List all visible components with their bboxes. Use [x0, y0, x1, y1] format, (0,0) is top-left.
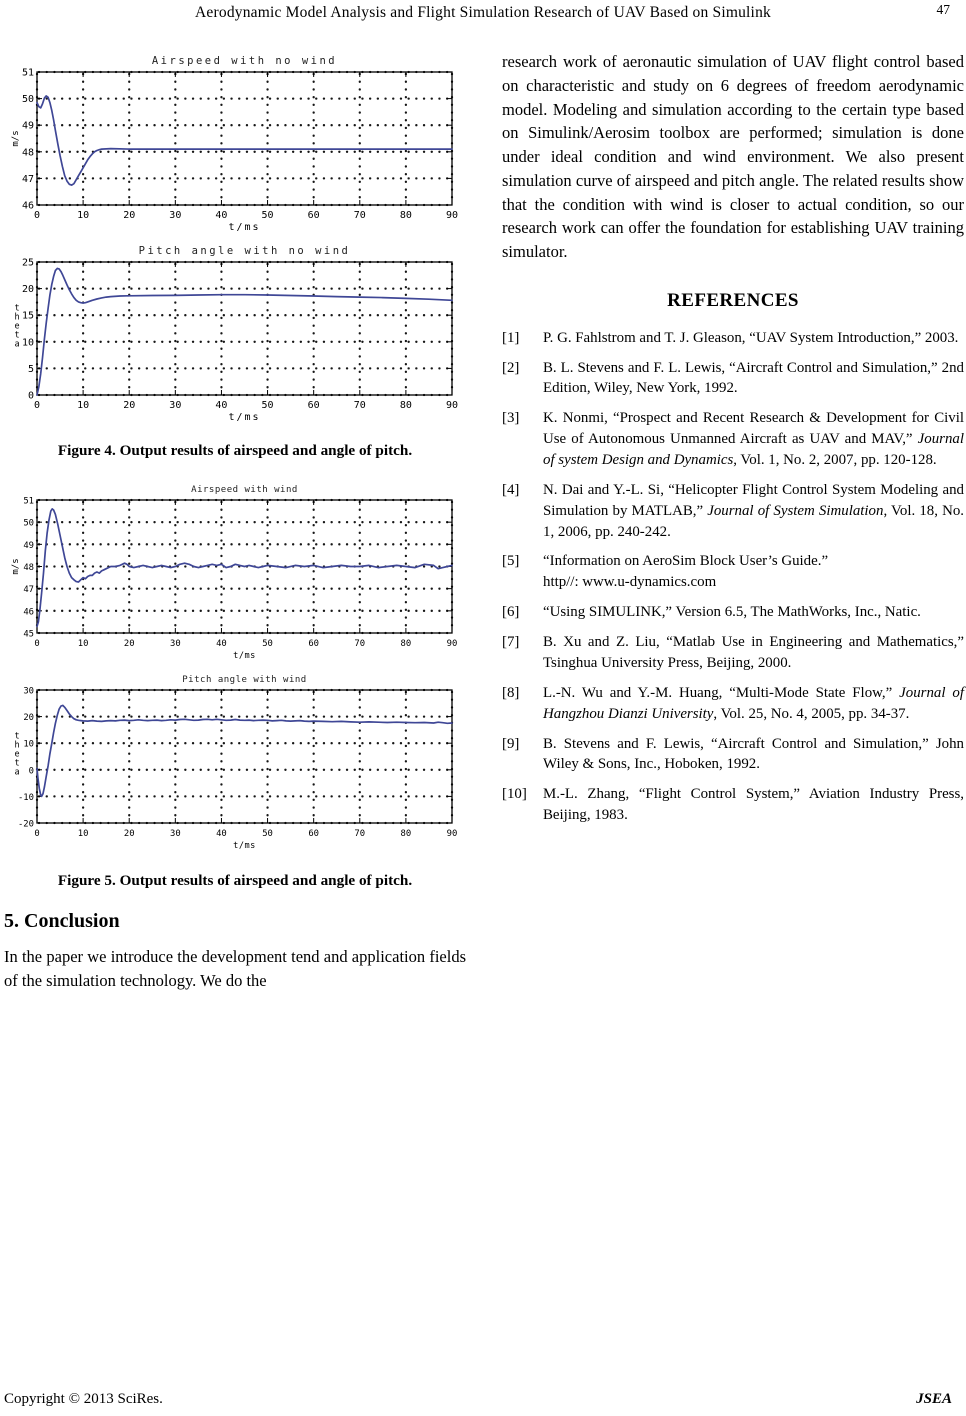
svg-text:0: 0: [33, 210, 41, 221]
svg-text:25: 25: [21, 257, 34, 269]
left-column: [4, 50, 466, 993]
reference-item: [502, 328, 964, 349]
chart-xlabel: t/ms: [233, 841, 256, 851]
svg-text:10: 10: [77, 639, 89, 649]
svg-text:90: 90: [445, 210, 458, 221]
reference-number: [5]: [502, 553, 520, 570]
chart-grid: [37, 72, 452, 205]
svg-text:50: 50: [261, 210, 274, 221]
reference-item: [502, 784, 964, 826]
chart-airspeed-with-wind: [10, 480, 466, 668]
svg-text:20: 20: [123, 639, 135, 649]
reference-item: [502, 734, 964, 776]
chart-xlabel: t/ms: [233, 651, 256, 661]
chart-pitch-no-wind: [10, 242, 466, 430]
reference-item: [502, 551, 964, 593]
page-header: [0, 4, 966, 30]
copyright-notice: Copyright © 2013 SciRes.: [4, 1391, 163, 1407]
reference-number: [10]: [502, 786, 527, 803]
svg-text:10: 10: [23, 739, 34, 750]
chart-xlabel: t/ms: [228, 412, 261, 423]
svg-text:15: 15: [21, 310, 34, 322]
chart-ylabel-char: t: [14, 330, 20, 341]
reference-number: [1]: [502, 329, 520, 346]
figure5-caption: Figure 5. Output results of airspeed and angle of pitch.: [57, 872, 413, 889]
svg-text:49: 49: [23, 540, 34, 551]
svg-text:70: 70: [354, 829, 366, 839]
svg-text:47: 47: [21, 173, 34, 185]
svg-text:46: 46: [23, 607, 34, 618]
chart-labels: [14, 675, 457, 851]
reference-text: “Information on AeroSim Block User’s Guide.” http//: www.u-dynamics.com: [543, 553, 829, 591]
reference-item: [502, 683, 964, 725]
svg-text:40: 40: [216, 829, 227, 839]
chart-ylabel-char: t: [14, 758, 20, 769]
chart-ylabel-char: h: [14, 740, 20, 751]
figure4: [4, 52, 466, 460]
svg-text:0: 0: [34, 829, 40, 839]
chart-axes: [37, 262, 452, 395]
svg-text:80: 80: [399, 400, 412, 411]
svg-text:50: 50: [262, 639, 273, 649]
page-footer: [0, 1386, 966, 1408]
chart-series-line: [37, 268, 452, 395]
chart-title: Airspeed with no wind: [151, 55, 338, 67]
reference-item: [502, 632, 964, 674]
references-heading: REFERENCES: [667, 289, 799, 311]
svg-text:10: 10: [77, 210, 90, 221]
svg-text:45: 45: [23, 629, 34, 640]
chart-ylabel: m/s: [11, 558, 21, 575]
svg-text:60: 60: [307, 210, 320, 221]
chart-svg: [10, 670, 458, 858]
conclusion-paragraph: In the paper we introduce the development tend and application fields of the simulation technology. We do the: [4, 947, 466, 990]
chart-grid: [37, 690, 452, 823]
chart-svg: [10, 480, 458, 668]
svg-text:30: 30: [169, 829, 181, 839]
reference-text: K. Nonmi, “Prospect and Recent Research & Development for Civil Use of Autonomous Unmanned Aircraft as UAV and MAV,” Journal of system Design and Dynamics, Vol. 1, No. 2, 2007, pp. 120-128.: [543, 410, 964, 469]
svg-text:10: 10: [77, 829, 89, 839]
svg-text:20: 20: [123, 210, 136, 221]
svg-text:40: 40: [215, 210, 228, 221]
reference-number: [8]: [502, 684, 520, 701]
svg-text:80: 80: [400, 829, 412, 839]
journal-abbreviation: JSEA: [916, 1391, 952, 1407]
svg-text:30: 30: [23, 686, 34, 697]
figure4-caption: Figure 4. Output results of airspeed and angle of pitch.: [57, 442, 413, 459]
svg-text:48: 48: [23, 563, 34, 573]
chart-svg: [10, 242, 458, 430]
svg-text:50: 50: [21, 94, 34, 106]
svg-text:80: 80: [399, 210, 412, 221]
svg-text:50: 50: [261, 400, 274, 411]
chart-title: Pitch angle with no wind: [138, 245, 351, 257]
reference-text: P. G. Fahlstrom and T. J. Gleason, “UAV System Introduction,” 2003.: [543, 329, 959, 346]
reference-number: [9]: [502, 735, 520, 752]
reference-number: [4]: [502, 481, 520, 498]
references-list: [502, 328, 964, 826]
reference-number: [6]: [502, 604, 520, 621]
chart-title: Airspeed with wind: [191, 485, 298, 495]
svg-text:46: 46: [21, 200, 34, 212]
reference-number: [2]: [502, 359, 520, 376]
chart-title: Pitch angle with wind: [182, 675, 307, 685]
reference-text: “Using SIMULINK,” Version 6.5, The MathWorks, Inc., Natic.: [543, 604, 921, 621]
chart-ylabel-char: a: [14, 767, 20, 778]
reference-text: L.-N. Wu and Y.-M. Huang, “Multi-Mode State Flow,” Journal of Hangzhou Dianzi University, Vol. 25, No. 4, 2005, pp. 34-37.: [543, 684, 964, 722]
chart-labels: [14, 245, 458, 423]
chart-series-line: [37, 96, 452, 185]
svg-text:20: 20: [23, 713, 34, 724]
chart-grid: [37, 262, 452, 395]
svg-text:10: 10: [77, 400, 90, 411]
svg-text:80: 80: [400, 639, 412, 649]
svg-text:-10: -10: [17, 792, 34, 803]
page-number: 47: [936, 2, 950, 17]
svg-text:0: 0: [27, 390, 34, 402]
svg-text:48: 48: [21, 147, 34, 159]
svg-text:60: 60: [308, 829, 320, 839]
svg-text:20: 20: [123, 400, 136, 411]
chart-series-line: [37, 705, 452, 796]
svg-text:20: 20: [21, 284, 34, 296]
body-paragraph: research work of aeronautic simulation of UAV flight control based on characteristic and study on 6 degrees of freedom aerodynamic model. Modeling and simulation according to the certain type based on Simulink/Aerosim toolbox are performed; simulation is done under ideal condition and wind environment. We also present simulation curve of airspeed and pitch angle. The related results show that the condition with wind is closer to actual condition, so our research work can offer the foundation for establishing UAV training simulator.: [502, 52, 964, 261]
svg-text:0: 0: [28, 766, 34, 777]
right-column: [502, 50, 964, 835]
conclusion-heading: 5. Conclusion: [4, 910, 120, 932]
svg-text:70: 70: [354, 639, 366, 649]
svg-text:-20: -20: [17, 819, 34, 830]
svg-text:50: 50: [262, 829, 273, 839]
reference-text: N. Dai and Y.-L. Si, “Helicopter Flight Control System Modeling and Simulation by MATLAB,” Journal of System Simulation, Vol. 18, No. 1, 2006, pp. 240-242.: [543, 481, 965, 540]
svg-text:60: 60: [308, 639, 320, 649]
svg-text:30: 30: [169, 400, 182, 411]
reference-text: B. Xu and Z. Liu, “Matlab Use in Engineering and Mathematics,” Tsinghua University Press, Beijing, 2000.: [543, 634, 964, 671]
chart-ylabel: m/s: [11, 130, 21, 147]
chart-xlabel: t/ms: [228, 222, 261, 233]
chart-ylabel-char: t: [14, 731, 20, 742]
svg-text:5: 5: [27, 363, 34, 375]
chart-pitch-with-wind: [10, 670, 466, 858]
chart-series-line: [37, 509, 452, 627]
svg-text:51: 51: [23, 496, 34, 507]
svg-text:49: 49: [21, 120, 34, 132]
reference-text: B. L. Stevens and F. L. Lewis, “Aircraft Control and Simulation,” 2nd Edition, Wiley, New York, 1992.: [543, 359, 964, 397]
svg-text:10: 10: [21, 337, 34, 349]
running-title: Aerodynamic Model Analysis and Flight Simulation Research of UAV Based on Simulink: [195, 4, 771, 21]
reference-text: B. Stevens and F. Lewis, “Aircraft Control and Simulation,” John Wiley & Sons, Inc., Hoboken, 1992.: [543, 735, 964, 773]
svg-text:51: 51: [21, 67, 34, 79]
reference-number: [7]: [502, 634, 520, 651]
reference-item: [502, 602, 964, 623]
reference-item: [502, 358, 964, 400]
reference-item: [502, 480, 964, 543]
chart-airspeed-no-wind: [10, 52, 466, 240]
chart-ylabel-char: e: [14, 321, 20, 332]
svg-text:50: 50: [23, 518, 34, 529]
svg-text:90: 90: [446, 829, 458, 839]
svg-text:30: 30: [169, 210, 182, 221]
svg-text:60: 60: [307, 400, 320, 411]
chart-labels: [11, 55, 458, 233]
svg-text:0: 0: [34, 639, 40, 649]
figure5: [4, 480, 466, 890]
svg-text:40: 40: [215, 400, 228, 411]
svg-text:70: 70: [353, 400, 366, 411]
svg-text:70: 70: [353, 210, 366, 221]
svg-text:47: 47: [23, 585, 34, 596]
reference-item: [502, 408, 964, 471]
svg-text:0: 0: [33, 400, 41, 411]
chart-axes: [37, 690, 452, 823]
chart-axes: [37, 72, 452, 205]
svg-text:30: 30: [169, 639, 181, 649]
chart-ylabel-char: h: [14, 312, 20, 323]
chart-ylabel-char: t: [14, 303, 20, 314]
reference-number: [3]: [502, 410, 520, 427]
svg-text:90: 90: [446, 639, 458, 649]
svg-text:40: 40: [216, 639, 227, 649]
svg-text:90: 90: [445, 400, 458, 411]
reference-text: M.-L. Zhang, “Flight Control System,” Aviation Industry Press, Beijing, 1983.: [543, 786, 964, 824]
svg-text:20: 20: [123, 829, 135, 839]
chart-labels: [11, 485, 457, 661]
chart-ylabel-char: a: [14, 339, 20, 350]
chart-svg: [10, 52, 458, 240]
chart-ylabel-char: e: [14, 749, 20, 760]
